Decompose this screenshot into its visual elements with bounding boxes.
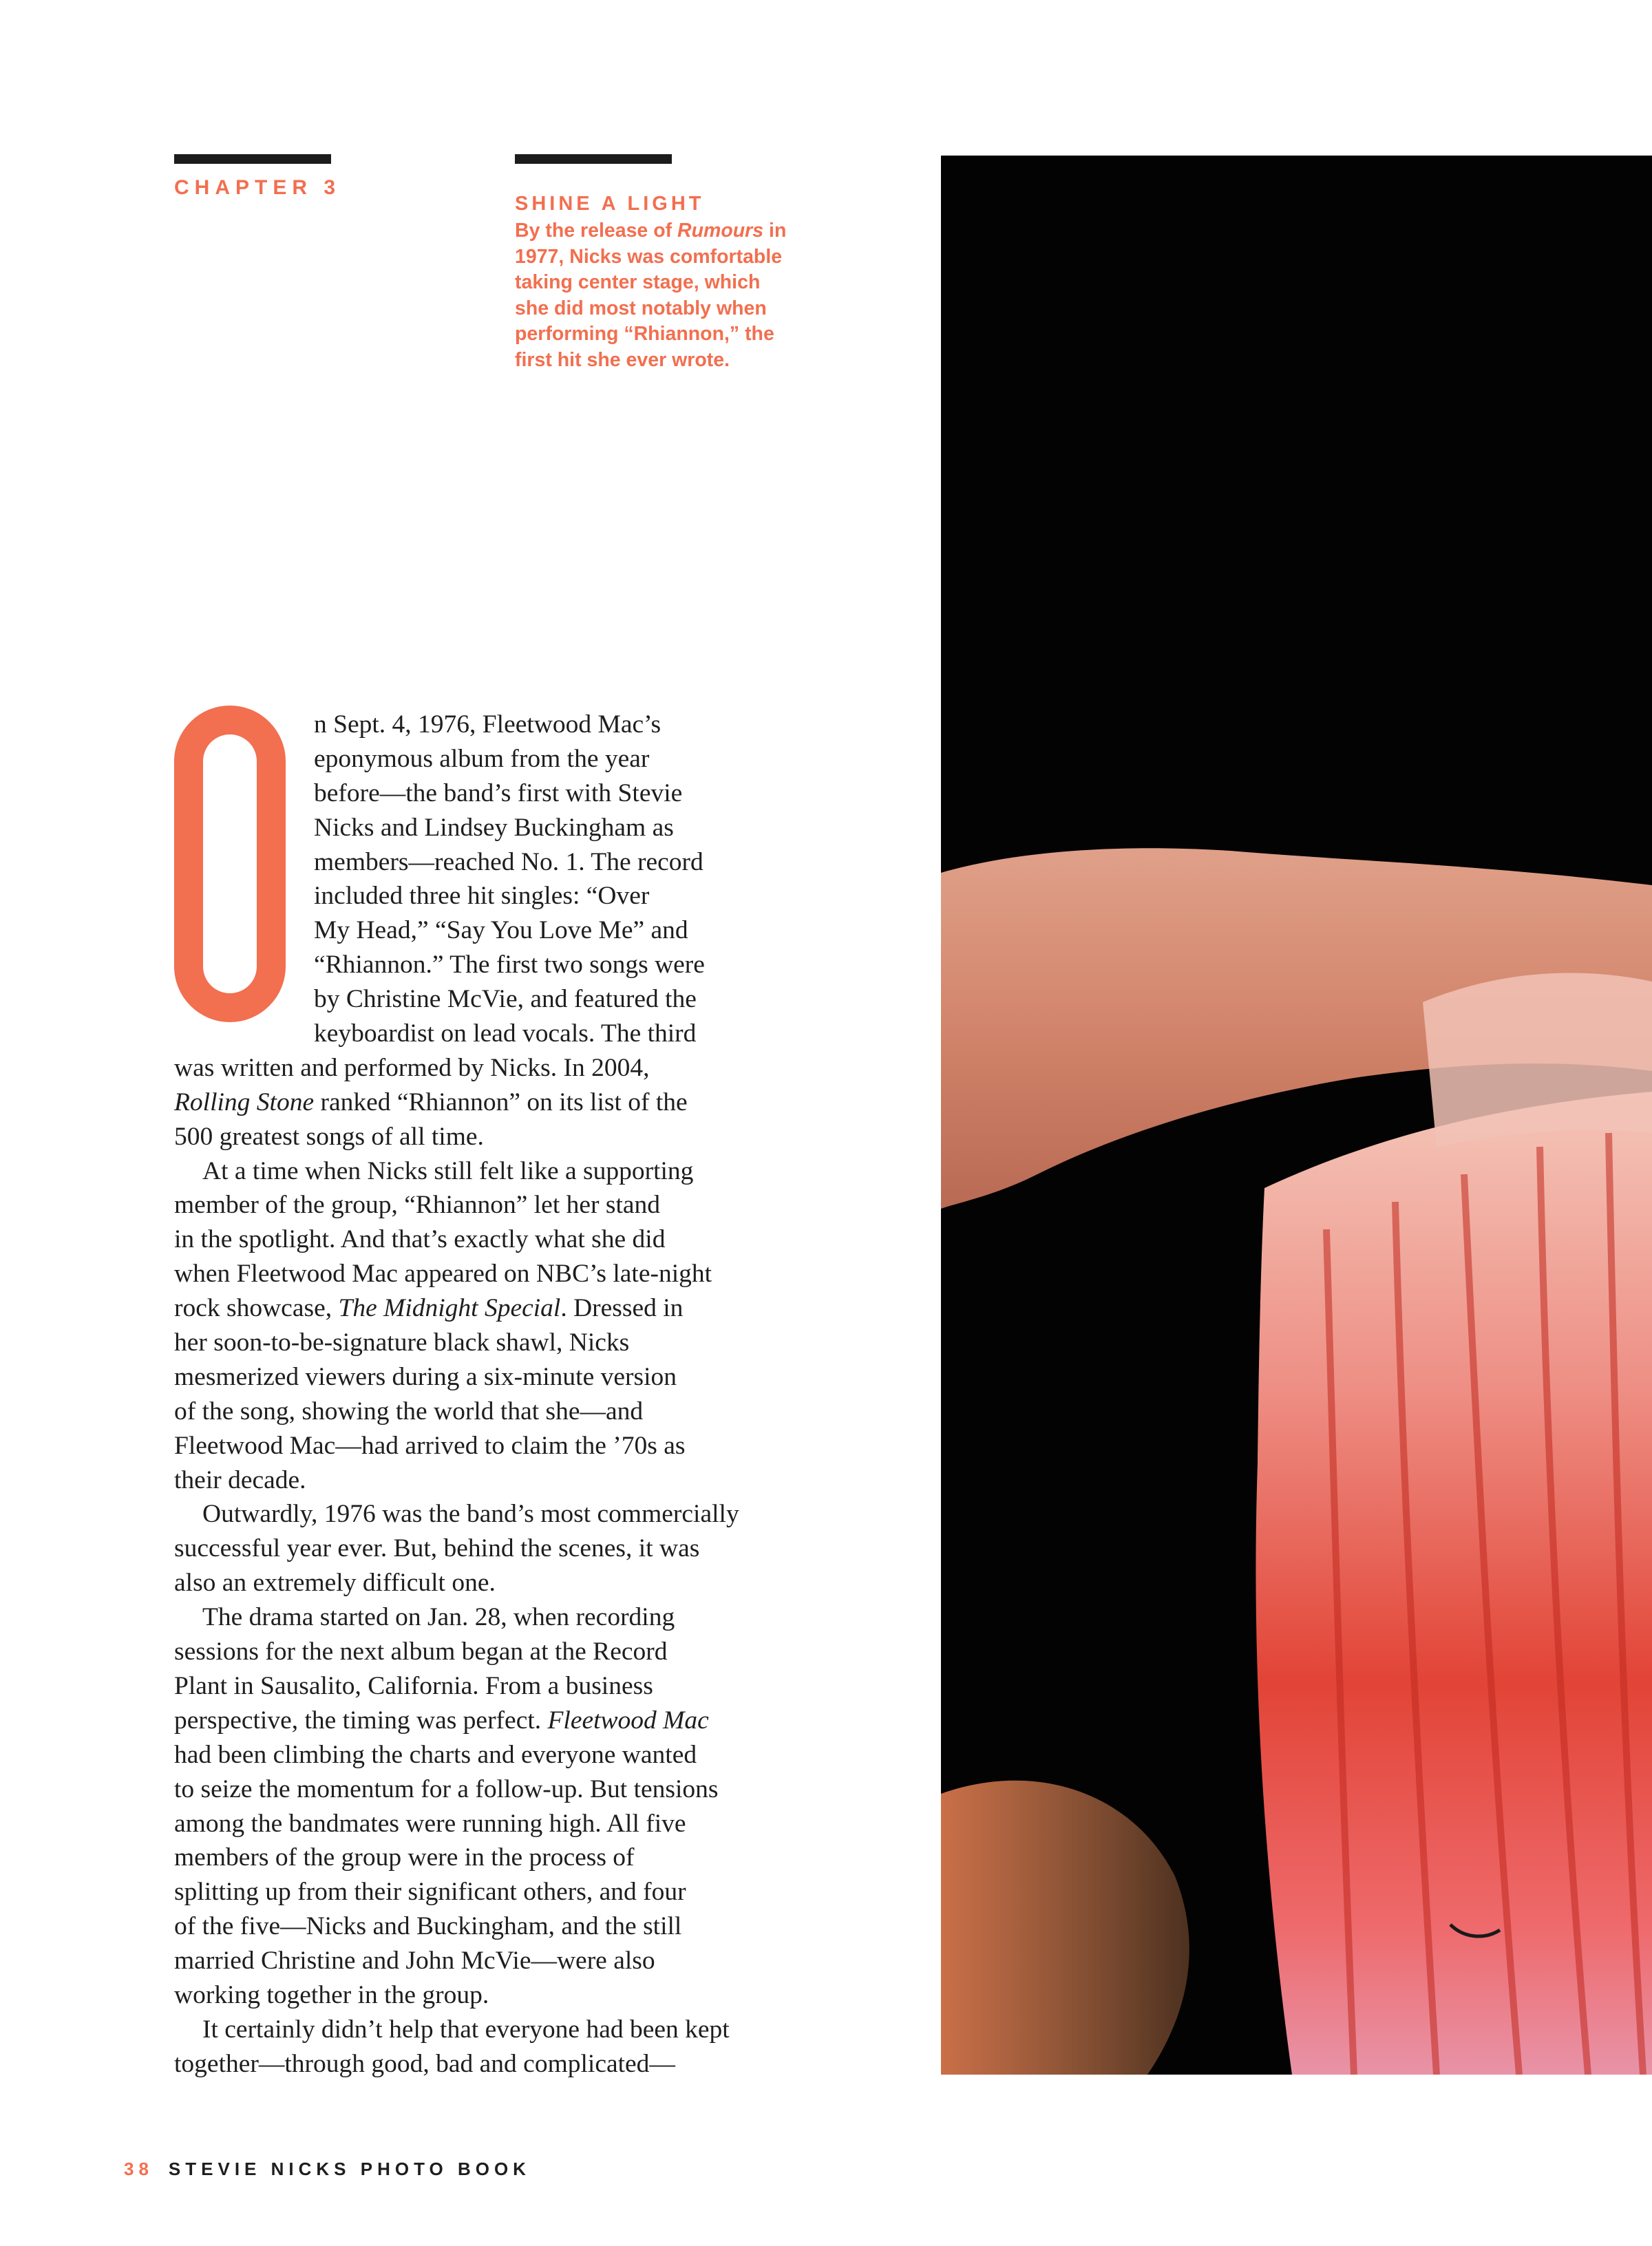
body-line: by Christine McVie, and featured the xyxy=(314,985,697,1014)
body-line: together—through good, bad and complicated— xyxy=(174,2049,675,2078)
body-line: their decade. xyxy=(174,1465,306,1494)
caption-line: performing “Rhiannon,” the xyxy=(515,323,774,346)
body-line: when Fleetwood Mac appeared on NBC’s late-night xyxy=(174,1260,712,1289)
body-line: of the song, showing the world that she—and xyxy=(174,1397,644,1426)
body-line: successful year ever. But, behind the scenes, it was xyxy=(174,1534,700,1563)
body-line xyxy=(174,1291,835,1326)
body-line: in the spotlight. And that’s exactly what she did xyxy=(174,1225,666,1254)
body-line: married Christine and John McVie—were also xyxy=(174,1947,655,1975)
concert-photo xyxy=(941,156,1652,2075)
body-line: her soon-to-be-signature black shawl, Nicks xyxy=(174,1328,630,1357)
body-line: eponymous album from the year xyxy=(314,744,650,773)
body-line: n Sept. 4, 1976, Fleetwood Mac’s xyxy=(314,710,661,739)
caption-line: taking center stage, which xyxy=(515,271,761,294)
chapter-label: CHAPTER 3 xyxy=(174,176,341,199)
body-line xyxy=(174,1704,835,1738)
chapter-rule xyxy=(174,154,331,164)
body-line: member of the group, “Rhiannon” let her stand xyxy=(174,1191,661,1220)
body-line: working together in the group. xyxy=(174,1980,489,2009)
body-line: also an extremely difficult one. xyxy=(174,1569,496,1598)
body-line: Plant in Sausalito, California. From a business xyxy=(174,1671,653,1700)
body-text-span: perspective, the timing was perfect. xyxy=(174,1706,548,1735)
body-line: before—the band’s first with Stevie xyxy=(314,778,683,807)
body-line: sessions for the next album began at the Record xyxy=(174,1638,668,1666)
book-title: STEVIE NICKS PHOTO BOOK xyxy=(168,2159,531,2179)
caption-line: 1977, Nicks was comfortable xyxy=(515,245,783,268)
performer-arm-and-shawl-illustration xyxy=(941,156,1652,2075)
body-line: Fleetwood Mac—had arrived to claim the ’70s as xyxy=(174,1431,686,1460)
body-text-span: . Dressed in xyxy=(560,1294,684,1323)
body-line: among the bandmates were running high. All five xyxy=(174,1809,686,1838)
body-line: to seize the momentum for a follow-up. But tensions xyxy=(174,1774,719,1803)
body-line: mesmerized viewers during a six-minute version xyxy=(174,1362,677,1391)
body-line: The drama started on Jan. 28, when recording xyxy=(202,1603,675,1632)
page-number: 38 xyxy=(124,2159,153,2179)
show-title: The Midnight Special xyxy=(338,1294,561,1323)
body-line: members of the group were in the process of xyxy=(174,1843,635,1872)
body-line: keyboardist on lead vocals. The third xyxy=(314,1019,697,1048)
caption-album-title: Rumours xyxy=(677,220,764,242)
magazine-title: Rolling Stone xyxy=(174,1088,315,1116)
body-line xyxy=(174,1085,835,1120)
body-line: Outwardly, 1976 was the band’s most commercially xyxy=(202,1500,739,1529)
caption-rule xyxy=(515,154,672,164)
photo-caption xyxy=(515,193,838,374)
body-line: Nicks and Lindsey Buckingham as xyxy=(314,813,674,842)
body-line: It certainly didn’t help that everyone had been kept xyxy=(202,2015,730,2044)
body-line: At a time when Nicks still felt like a supporting xyxy=(202,1156,694,1185)
body-line: was written and performed by Nicks. In 2004, xyxy=(174,1053,650,1082)
body-text-span: rock showcase, xyxy=(174,1294,339,1323)
body-line: had been climbing the charts and everyone wanted xyxy=(174,1740,697,1769)
body-line: included three hit singles: “Over xyxy=(314,882,650,911)
caption-line: she did most notably when xyxy=(515,297,767,319)
body-line: members—reached No. 1. The record xyxy=(314,847,703,876)
body-line: “Rhiannon.” The first two songs were xyxy=(314,951,705,979)
caption-line: By the release of xyxy=(515,220,678,242)
page-footer xyxy=(124,2159,531,2180)
body-text-span: ranked “Rhiannon” on its list of the xyxy=(314,1088,688,1116)
caption-line: in xyxy=(763,220,787,242)
body-line: My Head,” “Say You Love Me” and xyxy=(314,916,688,945)
caption-line: first hit she ever wrote. xyxy=(515,348,730,371)
body-line: 500 greatest songs of all time. xyxy=(174,1122,484,1151)
caption-title: SHINE A LIGHT xyxy=(515,193,705,215)
body-line: of the five—Nicks and Buckingham, and the still xyxy=(174,1912,682,1941)
article-body xyxy=(174,708,835,2081)
caption-text xyxy=(515,218,838,374)
album-title: Fleetwood Mac xyxy=(547,1706,709,1735)
body-line: splitting up from their significant others, and four xyxy=(174,1878,686,1907)
